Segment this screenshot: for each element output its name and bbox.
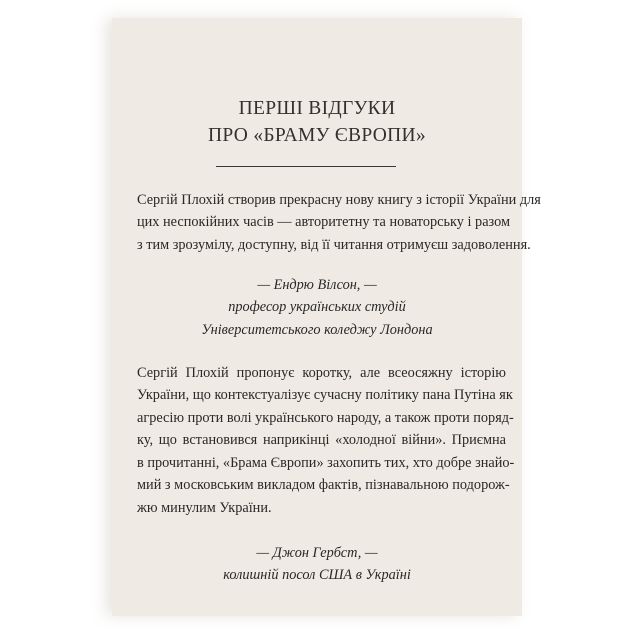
review-2-line: ку, що встановився наприкінці «холодної війни». Приємна <box>137 432 506 448</box>
book-page <box>112 18 541 616</box>
review-2-author: — Джон Гербст, — <box>256 545 378 561</box>
review-1-line: цих неспокійних часів — авторитетну та новаторську і разом <box>137 214 511 230</box>
review-2-line: мий з московським викладом фактів, пізнавальною подорож- <box>137 477 510 493</box>
review-2-line: в прочитанні, «Брама Європи» захопить тих, хто добре знайо- <box>137 455 515 471</box>
review-1-line: з тим зрозумілу, доступну, від її читання отримуєш задоволення. <box>137 237 531 253</box>
review-2-line: жю минулим України. <box>137 500 272 516</box>
review-2-line: України, що контекстуалізує сучасну політику пана Путіна як <box>137 387 513 403</box>
page-title-line-1: ПЕРШІ ВІДГУКИ <box>238 98 396 119</box>
review-2-author-title: колишній посол США в Україні <box>223 567 411 583</box>
review-2-line: агресію проти волі українського народу, а також проти поряд- <box>137 410 514 426</box>
review-1-author-affiliation: Університетського коледжу Лондона <box>201 322 433 338</box>
review-1-author-title: професор українських студій <box>228 299 406 315</box>
title-divider <box>216 166 396 167</box>
review-1-author: — Ендрю Вілсон, — <box>257 277 377 293</box>
review-2-line: Сергій Плохій пропонує коротку, але всеосяжну історію <box>137 365 506 381</box>
page-title-line-2: ПРО «БРАМУ ЄВРОПИ» <box>208 125 426 146</box>
review-1-line: Сергій Плохій створив прекрасну нову книгу з історії України для <box>137 192 541 208</box>
